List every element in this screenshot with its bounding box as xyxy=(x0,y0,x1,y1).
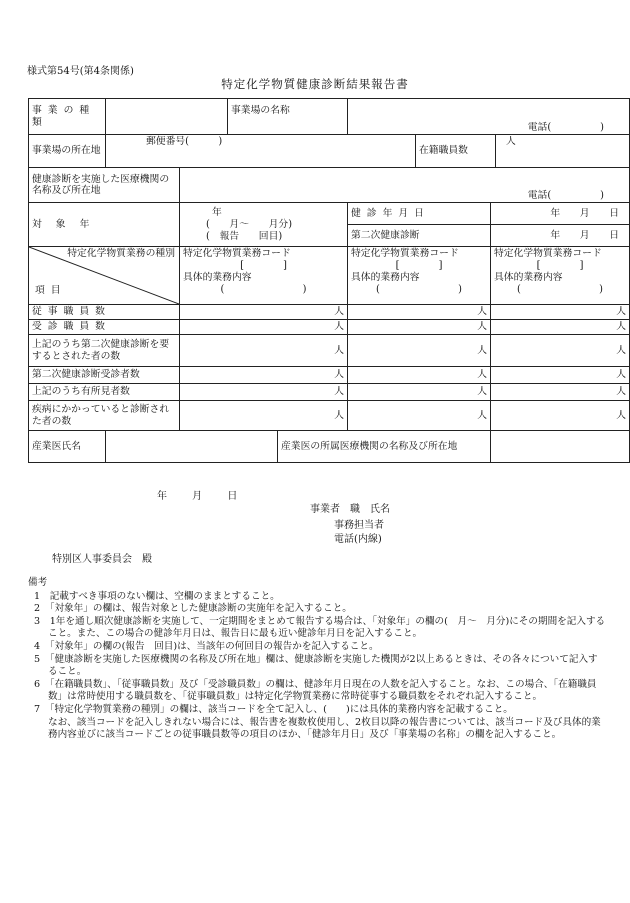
contact-person: 事務担当者 xyxy=(334,520,384,531)
second-examined-count-2[interactable]: 人 xyxy=(348,367,491,384)
location-value[interactable] xyxy=(106,135,416,168)
findings-count-1[interactable]: 人 xyxy=(180,384,348,401)
code-bracket-1: [ ] xyxy=(240,260,287,271)
document-title: 特定化学物質健康診断結果報告書 xyxy=(221,77,409,91)
report-table xyxy=(28,98,630,463)
period-text: ( 月～ 月分) xyxy=(206,218,293,230)
year-text: 年 xyxy=(212,206,222,218)
note-item: 3 1年を通し順次健康診断を実施して、一定期間をまとめて報告する場合は、「対象年」の欄の( 月～ 月分)にその期間を記入すること。また、この場合の健診年月日は、報告日に最も近い健診年月日を記入すること。 xyxy=(34,615,606,640)
row-label-second-examined: 第二次健康診断受診者数 xyxy=(29,367,180,384)
note-item: 7 「特定化学物質業務の種別」の欄は、該当コードを全て記入し、( )には具体的業務内容を記載すること。 xyxy=(34,703,513,715)
code-label-3: 特定化学物質業務コード xyxy=(494,248,602,259)
row-label-second-needed: 上記のうち第二次健康診断を要するとされた者の数 xyxy=(29,335,180,367)
workplace-phone: 電話( ) xyxy=(527,121,604,133)
contact-block xyxy=(334,519,384,547)
report-number: ( 報告 回目) xyxy=(206,230,283,242)
business-type-label: 事業の種類 xyxy=(29,99,106,135)
employees-label: 在籍職員数 xyxy=(416,135,496,168)
business-kind-label: 特定化学物質業務の種別 xyxy=(67,248,175,259)
findings-count-2[interactable]: 人 xyxy=(348,384,491,401)
code-column-1[interactable] xyxy=(180,247,348,305)
institution-phone: 電話( ) xyxy=(527,189,604,201)
diseased-count-2[interactable]: 人 xyxy=(348,401,491,431)
second-needed-count-3[interactable]: 人 xyxy=(491,335,630,367)
medical-institution-value[interactable] xyxy=(180,168,630,203)
detail-paren-3: ( ) xyxy=(516,284,604,295)
examined-count-3[interactable]: 人 xyxy=(491,320,630,335)
second-examined-count-3[interactable]: 人 xyxy=(491,367,630,384)
row-label-examined: 受診職員数 xyxy=(29,320,180,335)
employees-value[interactable] xyxy=(496,135,630,168)
second-exam-label: 第二次健康診断 xyxy=(348,225,491,247)
detail-label-2: 具体的業務内容 xyxy=(351,272,420,283)
target-year-value[interactable] xyxy=(180,203,348,247)
exam-date-value[interactable]: 年 月 日 xyxy=(491,203,630,225)
engaged-count-1[interactable]: 人 xyxy=(180,305,348,320)
doctor-affiliation-label: 産業医の所属医療機関の名称及び所在地 xyxy=(278,431,491,463)
issuer-name[interactable]: 事業者 職 氏名 xyxy=(310,504,390,515)
notes-heading: 備考 xyxy=(28,577,48,588)
doctor-name-label: 産業医氏名 xyxy=(29,431,106,463)
detail-paren-1: ( ) xyxy=(220,284,307,295)
note-item: 6 「在籍職員数」、「従事職員数」及び「受診職員数」の欄は、健診年月日現在の人数を記入すること。なお、この場合、「在籍職員数」は常時使用する職員数を、「従事職員数」は特定化学物質業務に常時従事する職員数をそれぞれ記入すること。 xyxy=(34,678,597,703)
examined-count-2[interactable]: 人 xyxy=(348,320,491,335)
engaged-count-3[interactable]: 人 xyxy=(491,305,630,320)
note-item: 1 記載すべき事項のない欄は、空欄のままとすること。 xyxy=(34,590,280,602)
code-column-2[interactable] xyxy=(348,247,491,305)
diseased-count-1[interactable]: 人 xyxy=(180,401,348,431)
report-date[interactable]: 年 月 日 xyxy=(157,491,238,502)
employees-unit: 人 xyxy=(506,136,516,147)
diseased-count-3[interactable]: 人 xyxy=(491,401,630,431)
doctor-affiliation-value[interactable] xyxy=(491,431,630,463)
second-needed-count-2[interactable]: 人 xyxy=(348,335,491,367)
detail-label-1: 具体的業務内容 xyxy=(183,272,252,283)
workplace-name-label: 事業場の名称 xyxy=(228,99,348,135)
business-type-value[interactable] xyxy=(106,99,228,135)
code-column-3[interactable] xyxy=(491,247,630,305)
detail-label-3: 具体的業務内容 xyxy=(494,272,563,283)
exam-date-label: 健診年月日 xyxy=(348,203,491,225)
code-bracket-2: [ ] xyxy=(395,260,443,271)
code-label-1: 特定化学物質業務コード xyxy=(183,248,291,259)
form-number: 様式第54号(第4条関係) xyxy=(27,66,134,77)
addressee: 特別区人事委員会 殿 xyxy=(52,554,152,565)
notes-section xyxy=(28,577,606,742)
second-exam-value[interactable]: 年 月 日 xyxy=(491,225,630,247)
note-item: 2 「対象年」の欄は、報告対象とした健康診断の実施年を記入すること。 xyxy=(34,603,352,615)
location-label: 事業場の所在地 xyxy=(29,135,106,168)
doctor-name-value[interactable] xyxy=(106,431,278,463)
business-kind-header xyxy=(29,247,180,305)
code-bracket-3: [ ] xyxy=(536,260,584,271)
examined-count-1[interactable]: 人 xyxy=(180,320,348,335)
note-item: 4 「対象年」の欄の(報告 回目)は、当該年の何回目の報告かを記入すること。 xyxy=(34,640,379,652)
row-label-diseased: 疾病にかかっていると診断された者の数 xyxy=(29,401,180,431)
medical-institution-label: 健康診断を実施した医療機関の名称及び所在地 xyxy=(29,168,180,203)
postal-code: 郵便番号( ) xyxy=(146,136,223,147)
row-label-findings: 上記のうち有所見者数 xyxy=(29,384,180,401)
findings-count-3[interactable]: 人 xyxy=(491,384,630,401)
item-label: 項目 xyxy=(35,284,67,296)
engaged-count-2[interactable]: 人 xyxy=(348,305,491,320)
target-year-label: 対象年 xyxy=(29,203,180,247)
row-label-engaged: 従事職員数 xyxy=(29,305,180,320)
workplace-name-value[interactable] xyxy=(348,99,630,135)
note-item: 5 「健康診断を実施した医療機関の名称及び所在地」欄は、健康診断を実施した機関が2以上あるときは、その各々について記入すること。 xyxy=(34,653,598,678)
detail-paren-2: ( ) xyxy=(375,284,463,295)
contact-phone: 電話(内線) xyxy=(334,534,382,545)
second-examined-count-1[interactable]: 人 xyxy=(180,367,348,384)
second-needed-count-1[interactable]: 人 xyxy=(180,335,348,367)
note-item: なお、該当コードを記入しきれない場合には、報告書を複数枚使用し、2枚目以降の報告書については、該当コード及び具体的業務内容並びに該当コードごとの従事職員数等の項目のほか、「健診年月日」及び「事業場の名称」の欄を記入すること。 xyxy=(48,716,601,741)
code-label-2: 特定化学物質業務コード xyxy=(351,248,459,259)
